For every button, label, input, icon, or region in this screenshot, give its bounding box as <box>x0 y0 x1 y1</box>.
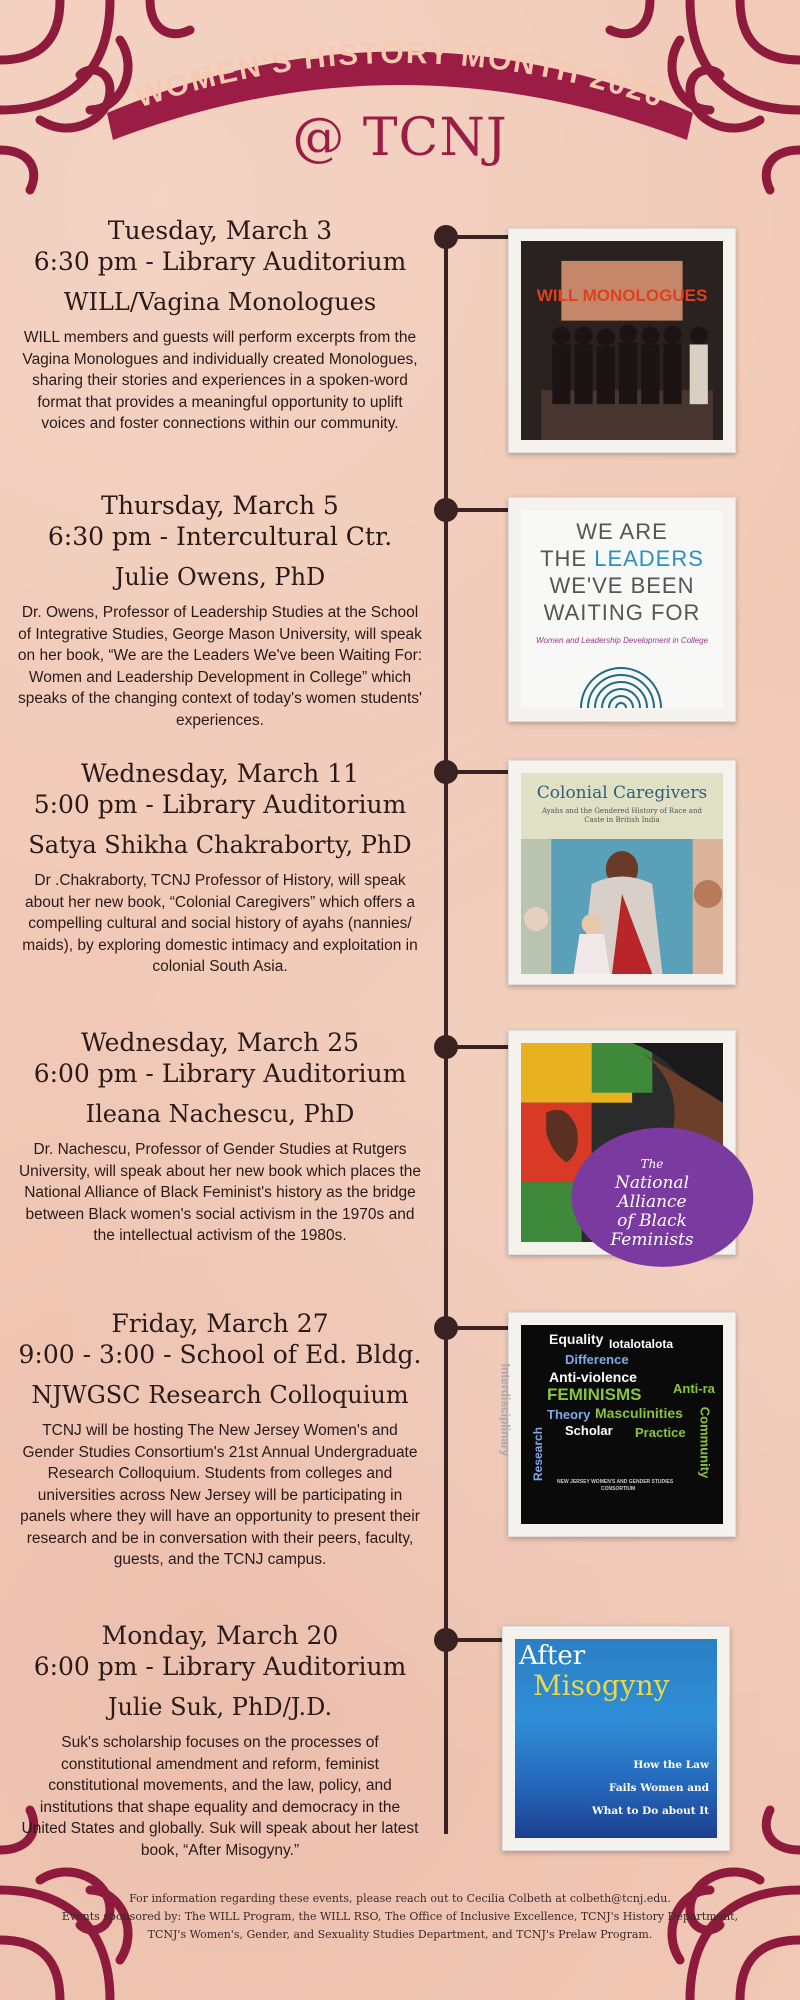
cover-title: Colonial Caregivers <box>536 783 708 803</box>
word-6: Anti-ra <box>673 1381 715 1396</box>
event-speaker: NJWGSC Research Colloquium <box>31 1381 409 1409</box>
event-time: 6:30 pm - Library Auditorium <box>33 247 407 276</box>
event-description: Dr .Chakraborty, TCNJ Professor of History, will speak about her new book, “Colonial Caregivers” which offers a compelling cultural and social history of ayahs (nannies/ maids), by exploring domestic intimacy and exploitation in colonial South Asia. <box>22 872 418 975</box>
cover-sub-3: What to Do about It <box>591 1805 709 1817</box>
timeline-connector <box>456 1638 508 1642</box>
word-2: Iotalotalota <box>609 1337 674 1351</box>
timeline-dot <box>434 225 458 249</box>
footer-contact: For information regarding these events, please reach out to Cecilia Colbeth at colbeth@tcnj.edu. <box>129 1892 671 1905</box>
timeline-dot <box>434 1316 458 1340</box>
timeline-connector <box>456 1326 508 1330</box>
event-time: 6:00 pm - Library Auditorium <box>33 1652 407 1681</box>
word-7: Theory <box>547 1407 591 1422</box>
cover-line-1: The <box>640 1157 664 1171</box>
event-2 <box>10 490 430 731</box>
event-5 <box>10 1308 430 1571</box>
event-date: Monday, March 20 <box>101 1621 339 1650</box>
event-description: TCNJ will be hosting The New Jersey Women's and Gender Studies Consortium's 21st Annual Undergraduate Research Colloquium. Students from colleges and universities across New Jersey will be participating in panels where they will have an opportunity to present their research and be in conversation with their peers, faculty, guests, and the TCNJ campus. <box>20 1422 420 1568</box>
word-11: Research <box>531 1426 546 1482</box>
timeline-connector <box>456 1045 508 1049</box>
word-4: Anti-violence <box>549 1369 637 1385</box>
book-cover-colonial-caregivers <box>508 760 736 985</box>
word-8: Masculinities <box>595 1405 683 1421</box>
word-5: FEMINISMS <box>547 1385 642 1404</box>
event-speaker: Satya Shikha Chakraborty, PhD <box>28 831 412 859</box>
timeline-line <box>444 234 448 1834</box>
cloud-caption-1: NEW JERSEY WOMEN'S AND GENDER STUDIES <box>557 1479 674 1485</box>
event-date: Wednesday, March 11 <box>80 759 360 788</box>
timeline-connector <box>456 770 508 774</box>
word-9: Scholar <box>565 1423 613 1438</box>
event-photo-will-monologues <box>508 228 736 453</box>
cloud-caption-2: CONSORTIUM <box>601 1486 636 1492</box>
cover-illustration <box>521 839 723 974</box>
cover-line-2: National <box>614 1173 690 1193</box>
event-6 <box>10 1620 430 1861</box>
word-12: Community <box>697 1406 713 1479</box>
book-cover-after-misogyny <box>502 1626 730 1851</box>
footer <box>60 1890 740 1944</box>
photo-banner-text: WILL MONOLOGUES <box>536 286 708 305</box>
event-time: 9:00 - 3:00 - School of Ed. Bldg. <box>18 1340 422 1369</box>
timeline-connector <box>456 508 508 512</box>
event-speaker: Julie Owens, PhD <box>114 563 326 591</box>
cover-tagline: Women and Leadership Development in College <box>535 636 709 645</box>
event-time: 6:30 pm - Intercultural Ctr. <box>47 522 393 551</box>
event-date: Friday, March 27 <box>111 1309 329 1338</box>
event-3 <box>10 758 430 978</box>
event-description: Suk's scholarship focuses on the processes of constitutional amendment and reform, feminist constitutional movements, and the law, policy, and institutions that shape equality and democracy in the United States and globally. Suk will speak about her latest book, “After Misogyny.” <box>21 1734 419 1859</box>
event-speaker: Ileana Nachescu, PhD <box>85 1100 355 1128</box>
event-time: 5:00 pm - Library Auditorium <box>33 790 407 819</box>
event-description: Dr. Nachescu, Professor of Gender Studies at Rutgers University, will speak about her new book which places the National Alliance of Black Feminist's history as the bridge between Black women's social activism in the 1970s and the intellectual activism of the 1980s. <box>18 1141 422 1244</box>
timeline-dot <box>434 760 458 784</box>
arc-logo-icon <box>576 660 666 710</box>
word-cloud-njwgsc <box>498 1312 736 1537</box>
cover-title-2: Misogyny <box>533 1669 670 1702</box>
timeline-dot <box>434 1628 458 1652</box>
event-date: Wednesday, March 25 <box>80 1028 360 1057</box>
cover-line-4: of Black <box>617 1211 687 1231</box>
timeline-dot <box>434 1035 458 1059</box>
event-description: WILL members and guests will perform excerpts from the Vagina Monologues and individually created Monologues, sharing their stories and experiences in a spoken-word format that provides a meaningful opportunity to uplift voices and foster connections within our community. <box>22 329 418 432</box>
page-subtitle: @ TCNJ <box>292 108 508 168</box>
footer-sponsors: Events sponsored by: The WILL Program, the WILL RSO, The Office of Inclusive Excellence, TCNJ's History Department, TCNJ's Women's, Gender, and Sexuality Studies Department, and TCNJ's Prelaw Program. <box>61 1910 739 1941</box>
event-date: Tuesday, March 3 <box>107 216 333 245</box>
event-speaker: Julie Suk, PhD/J.D. <box>107 1693 333 1721</box>
cover-sub-2: Fails Women and <box>608 1782 709 1794</box>
cover-line-2: THE LEADERS <box>540 546 704 571</box>
cover-line-1: WE ARE <box>576 519 668 544</box>
cover-line-3: WE'VE BEEN <box>549 573 695 598</box>
event-date: Thursday, March 5 <box>101 491 339 520</box>
book-cover-leaders <box>508 497 736 722</box>
cover-title-1: After <box>519 1641 586 1671</box>
word-3: Difference <box>565 1352 629 1367</box>
cover-subtitle: Ayahs and the Gendered History of Race and Caste in British India <box>542 807 702 824</box>
cover-line-3: Alliance <box>617 1192 687 1212</box>
cover-sub-1: How the Law <box>633 1759 709 1771</box>
word-13: Interdisciplinary <box>498 1363 513 1457</box>
event-speaker: WILL/Vagina Monologues <box>63 288 377 316</box>
cover-line-5: Feminists <box>610 1230 694 1250</box>
event-description: Dr. Owens, Professor of Leadership Studies at the School of Integrative Studies, George Mason University, will speak on her book, “We are the Leaders We've been Waiting For: Women and Leadership Development in College” which speaks of the changing context of today's women students' experiences. <box>17 604 423 729</box>
word-10: Practice <box>635 1425 686 1440</box>
event-time: 6:00 pm - Library Auditorium <box>33 1059 407 1088</box>
timeline-connector <box>456 235 508 239</box>
banner-title: WOMEN'S HISTORY MONTH 2026 <box>131 36 669 115</box>
event-1 <box>10 215 430 435</box>
cover-line-4: WAITING FOR <box>543 600 701 625</box>
book-cover-national-alliance <box>508 1030 736 1255</box>
timeline-dot <box>434 498 458 522</box>
event-4 <box>10 1027 430 1247</box>
word-1: Equality <box>549 1331 604 1347</box>
